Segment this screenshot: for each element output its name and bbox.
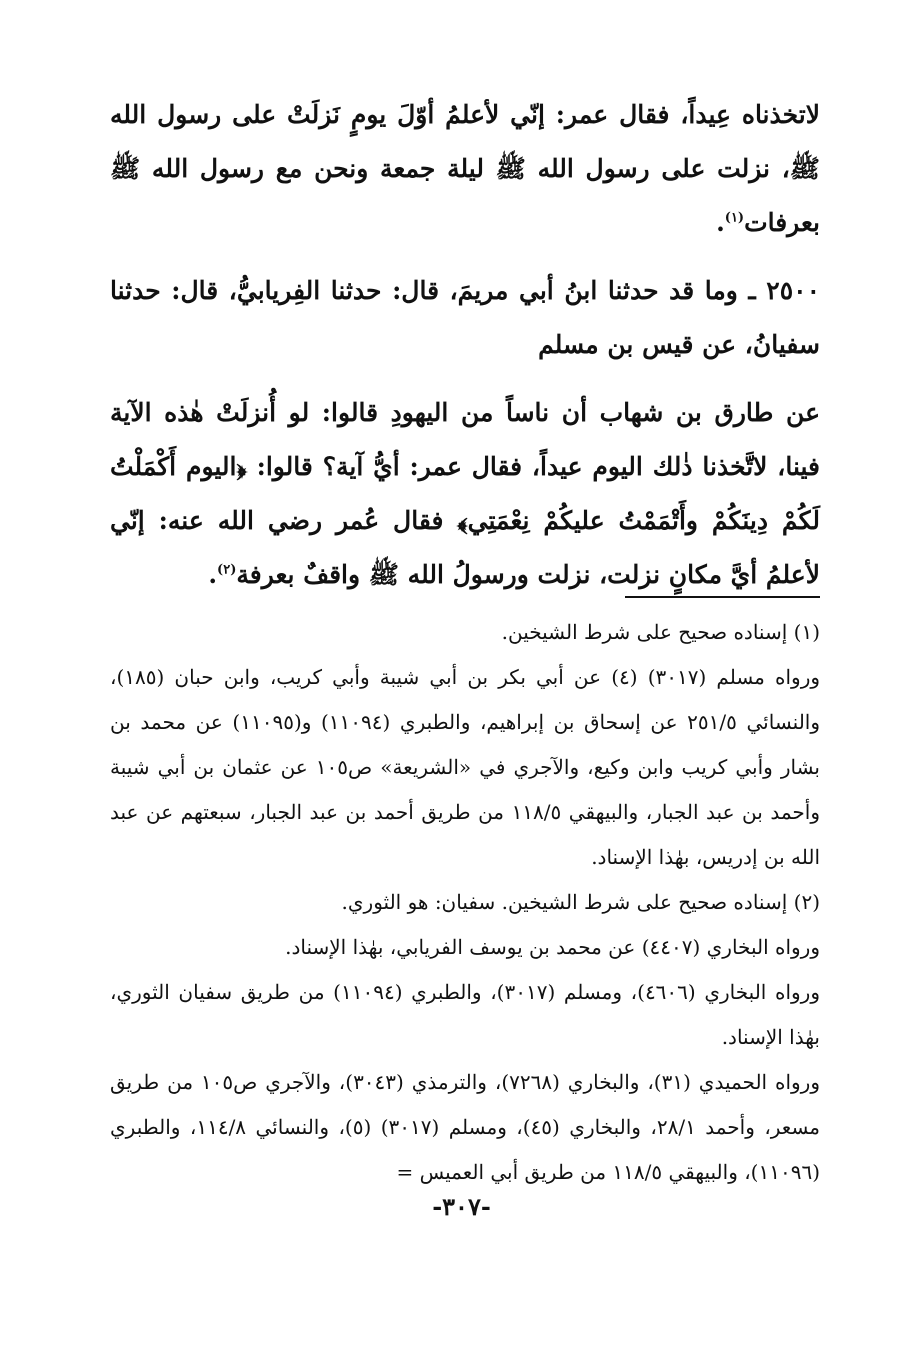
footnote-divider — [625, 596, 820, 598]
footnote-2-line: ورواه البخاري (٤٤٠٧) عن محمد بن يوسف الفريابي، بهٰذا الإسناد. — [285, 935, 820, 959]
hadith-isnad: ٢٥٠٠ ـ وما قد حدثنا ابنُ أبي مريمَ، قال: حدثنا الفِريابيُّ، قال: حدثنا سفيانُ، عن قيس بن مسلم — [110, 276, 820, 359]
footnotes — [110, 610, 820, 1195]
paragraph-continuation — [110, 88, 820, 250]
paragraph-text: لاتخذناه عِيداً، فقال عمر: إنّي لأعلمُ أوّلَ يومٍ نَزلَتْ على رسول الله ﷺ، نزلت على رسول الله ﷺ ليلة جمعة ونحن مع رسول الله ﷺ بعرفات — [110, 100, 820, 237]
footnote-1-heading: (١) إسناده صحيح على شرط الشيخين. — [501, 620, 820, 644]
footnote-2-line: ورواه البخاري (٤٦٠٦)، ومسلم (٣٠١٧)، والطبري (١١٠٩٤) من طريق سفيان الثوري، بهٰذا الإسناد. — [110, 980, 820, 1049]
page-number: -٣٠٧- — [432, 1192, 491, 1221]
footnote-ref-1: (١) — [724, 210, 745, 226]
footnote-1-body: ورواه مسلم (٣٠١٧) (٤) عن أبي بكر بن أبي شيبة وأبي كريب، وابن حبان (١٨٥)، والنسائي ٢٥١/٥ عن إسحاق بن إبراهيم، والطبري (١١٠٩٤) و(١١٠٩٥) عن محمد بن بشار وأبي كريب وابن وكيع، والآجري في «الشريعة» ص١٠٥ عن عثمان بن أبي شيبة وأحمد بن عبد الجبار، والبيهقي ١١٨/٥ من طريق أحمد بن عبد الجبار، سبعتهم عن عبد الله بن إدريس، بهٰذا الإسناد. — [110, 665, 821, 869]
paragraph-text: عن طارق بن شهاب أن ناساً من اليهودِ قالوا: لو أُنزلَتْ هٰذه الآية فينا، لاتَّخذنا ذٰلك اليوم عيداً، فقال عمر: أيُّ آية؟ قالوا: ﴿اليوم أَكْمَلْتُ لَكُمْ دِينَكُمْ وأَتْمَمْتُ عليكُمْ نِعْمَتِي﴾ فقال عُمر رضي الله عنه: إنّي لأعلمُ أيَّ مكانٍ نزلت، نزلت ورسولُ الله ﷺ واقفٌ بعرفة — [110, 398, 820, 589]
paragraph-end: . — [716, 208, 725, 237]
footnote-2-heading: (٢) إسناده صحيح على شرط الشيخين. سفيان: هو الثوري. — [341, 890, 820, 914]
footnote-2-line: ورواه الحميدي (٣١)، والبخاري (٧٢٦٨)، والترمذي (٣٠٤٣)، والآجري ص١٠٥ من طريق مسعر، وأحمد ٢٨/١، والبخاري (٤٥)، ومسلم (٣٠١٧) (٥)، والنسائي ١١٤/٨، والطبري (١١٠٩٦)، والبيهقي ١١٨/٥ من طريق أبي العميس = — [110, 1070, 821, 1184]
main-text — [110, 88, 820, 602]
footnote-ref-2: (٢) — [217, 562, 237, 578]
hadith-matn — [110, 386, 820, 602]
paragraph-end: . — [208, 560, 218, 589]
